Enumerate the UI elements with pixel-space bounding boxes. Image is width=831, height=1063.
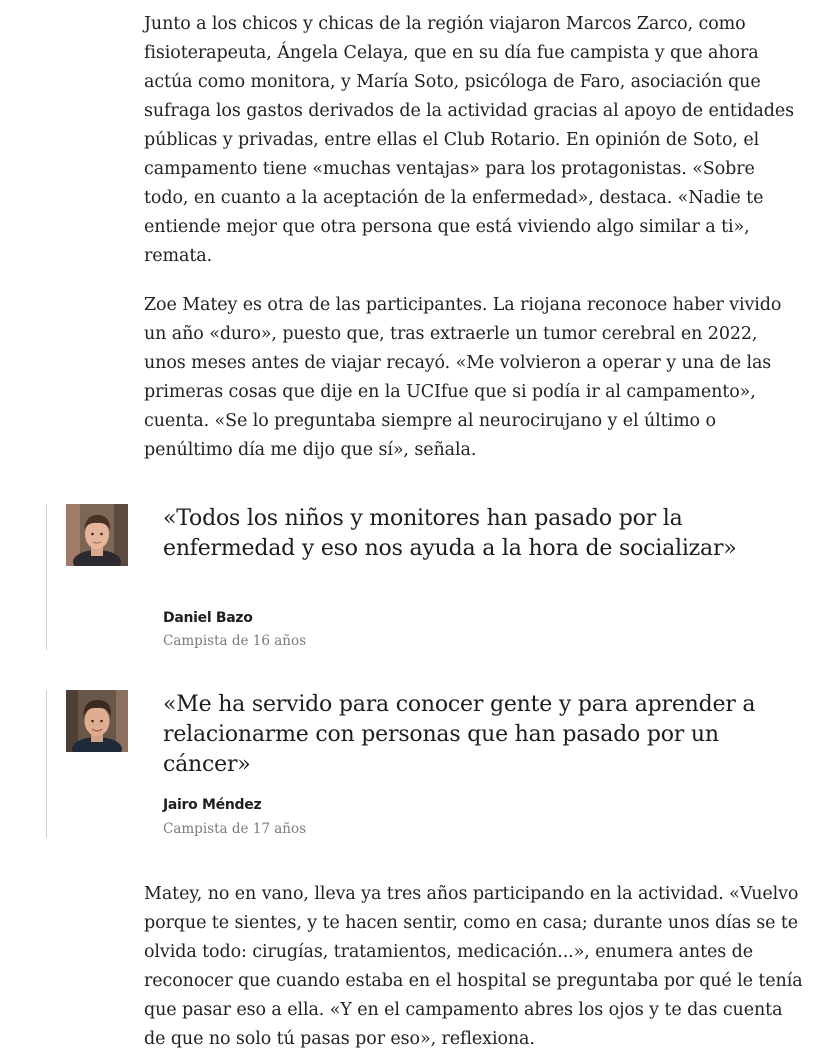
- pull-quote: [46, 690, 807, 838]
- pull-quote: [46, 504, 807, 650]
- avatar: [66, 504, 128, 566]
- avatar: [66, 690, 128, 752]
- quote-author-name: Jairo Méndez: [163, 797, 262, 813]
- quote-author-role: Campista de 17 años: [163, 821, 307, 837]
- article-paragraph: Junto a los chicos y chicas de la región viajaron Marcos Zarco, como fisioterapeuta, Ángela Celaya, que en su día fue campista y que ahora actúa como monitora, y María Soto, psicóloga de Faro, asociación que sufraga los gastos derivados de la actividad gracias al apoyo de entidades públicas y privadas, entre ellas el Club Rotario. En opinión de Soto, el campamento tiene «muchas ventajas» para los protagonistas. «Sobre todo, en cuanto a la aceptación de la enfermedad», destaca. «Nadie te entiende mejor que otra persona que está viviendo algo similar a ti», remata.: [144, 14, 794, 266]
- article-paragraph: Matey, no en vano, lleva ya tres años participando en la actividad. «Vuelvo porque te sientes, y te hacen sentir, como en casa; durante unos días se te olvida todo: cirugías, tratamientos, medicación...», enumera antes de reconocer que cuando estaba en el hospital se preguntaba por qué le tenía que pasar eso a ella. «Y en el campamento abres los ojos y te das cuenta de que no solo tú pasas por eso», reflexiona.: [144, 884, 803, 1049]
- person-photo-icon: [66, 504, 128, 566]
- article-paragraph: Zoe Matey es otra de las participantes. La riojana reconoce haber vivido un año «duro», puesto que, tras extraerle un tumor cerebral en 2022, unos meses antes de viajar recayó. «Me volvieron a operar y una de las primeras cosas que dije en la UCIfue que si podía ir al campamento», cuenta. «Se lo preguntaba siempre al neurocirujano y el último o penúltimo día me dijo que sí», señala.: [144, 295, 782, 460]
- quote-author-role: Campista de 16 años: [163, 633, 307, 649]
- person-photo-icon: [66, 690, 128, 752]
- quote-author-name: Daniel Bazo: [163, 610, 253, 626]
- quote-text: «Me ha servido para conocer gente y para aprender a relacionarme con personas que han pasado por un cáncer»: [163, 692, 756, 777]
- quote-text: «Todos los niños y monitores han pasado por la enfermedad y eso nos ayuda a la hora de socializar»: [163, 506, 737, 561]
